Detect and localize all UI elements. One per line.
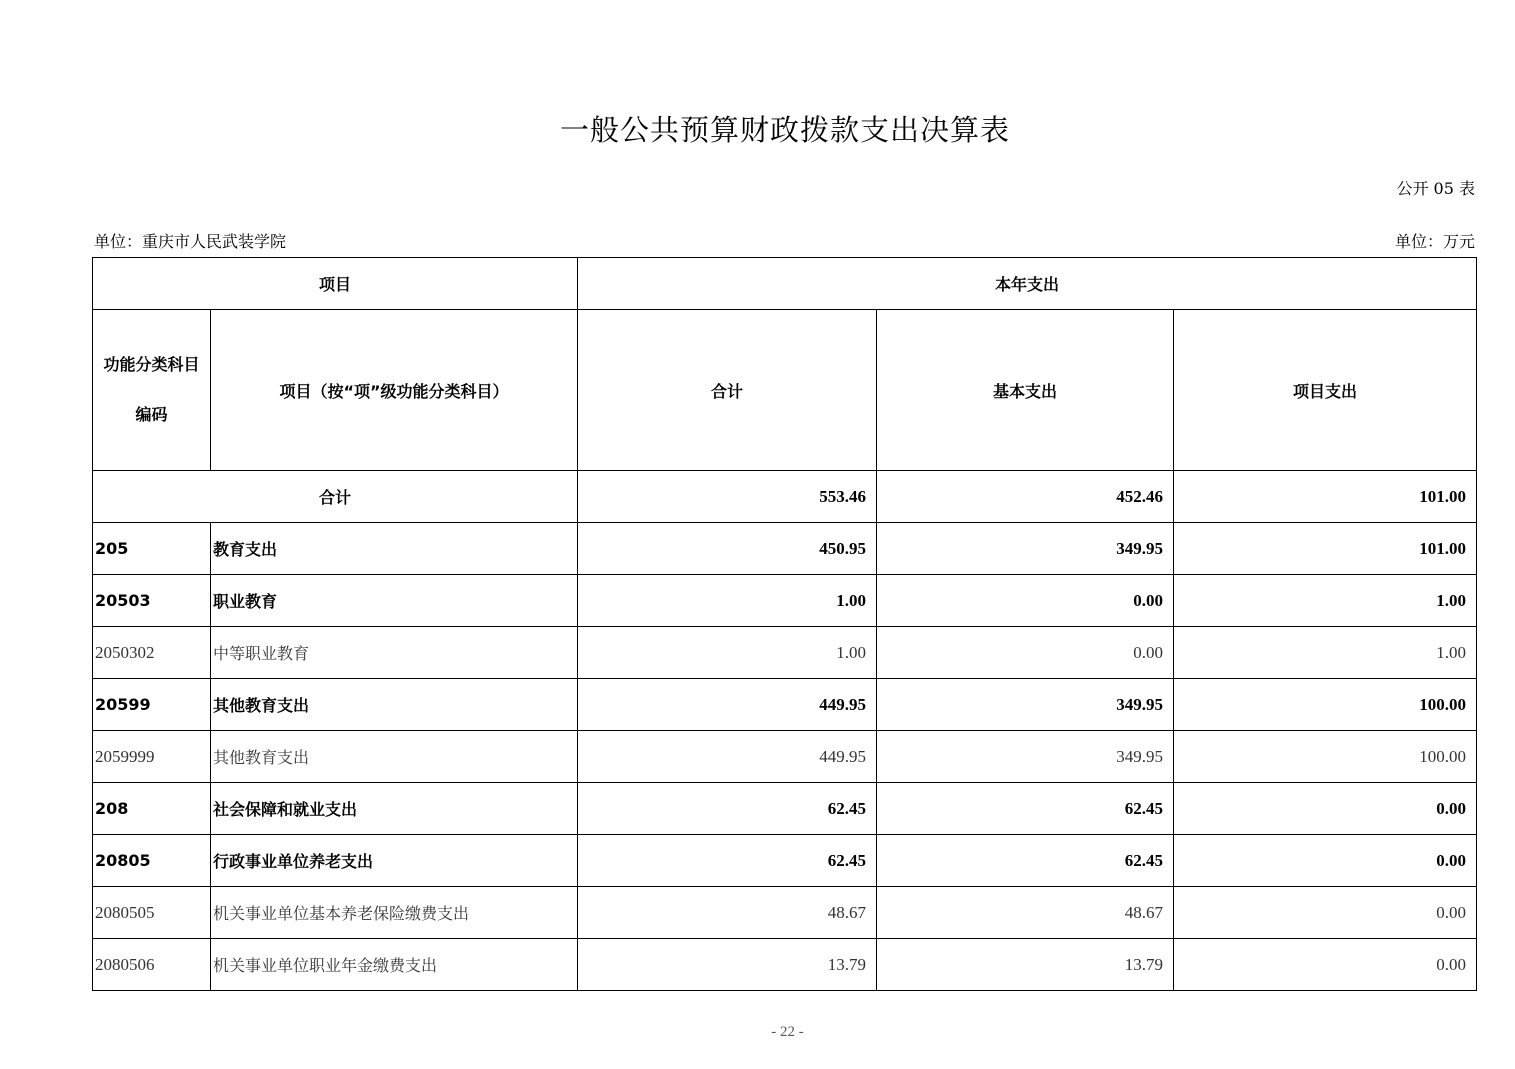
row-project: 0.00 bbox=[1174, 783, 1477, 835]
row-total: 449.95 bbox=[578, 679, 877, 731]
header-row-1 bbox=[93, 258, 1477, 310]
total-row bbox=[93, 471, 1477, 523]
row-total: 13.79 bbox=[578, 939, 877, 991]
table-row bbox=[93, 783, 1477, 835]
row-name: 中等职业教育 bbox=[211, 627, 578, 679]
unit-currency: 单位：万元 bbox=[1394, 232, 1475, 251]
row-total: 62.45 bbox=[578, 835, 877, 887]
form-number: 公开 05 表 bbox=[1396, 179, 1475, 198]
row-name: 机关事业单位基本养老保险缴费支出 bbox=[211, 887, 578, 939]
row-basic: 349.95 bbox=[877, 679, 1174, 731]
row-basic: 13.79 bbox=[877, 939, 1174, 991]
row-code: 2059999 bbox=[93, 731, 211, 783]
header-item-name: 项目（按“项”级功能分类科目） bbox=[211, 310, 578, 471]
row-project: 100.00 bbox=[1174, 679, 1477, 731]
row-name: 其他教育支出 bbox=[211, 679, 578, 731]
row-total: 1.00 bbox=[578, 575, 877, 627]
row-basic: 48.67 bbox=[877, 887, 1174, 939]
total-label: 合计 bbox=[93, 471, 578, 523]
page-number: - 22 - bbox=[771, 1024, 804, 1040]
unit-organization: 单位：重庆市人民武装学院 bbox=[94, 232, 287, 251]
header-code bbox=[93, 310, 211, 471]
row-name: 教育支出 bbox=[211, 523, 578, 575]
header-code-line1: 功能分类科目 bbox=[103, 355, 200, 374]
table-row bbox=[93, 731, 1477, 783]
header-project-expenditure: 项目支出 bbox=[1174, 310, 1477, 471]
row-code: 20599 bbox=[93, 679, 211, 731]
row-project: 0.00 bbox=[1174, 887, 1477, 939]
header-project: 项目 bbox=[93, 258, 578, 310]
row-code: 2080505 bbox=[93, 887, 211, 939]
header-current-year: 本年支出 bbox=[578, 258, 1477, 310]
row-basic: 349.95 bbox=[877, 523, 1174, 575]
row-total: 1.00 bbox=[578, 627, 877, 679]
row-total: 449.95 bbox=[578, 731, 877, 783]
row-name: 机关事业单位职业年金缴费支出 bbox=[211, 939, 578, 991]
page-title: 一般公共预算财政拨款支出决算表 bbox=[559, 113, 1010, 147]
row-name: 行政事业单位养老支出 bbox=[211, 835, 578, 887]
row-total: 62.45 bbox=[578, 783, 877, 835]
row-project: 0.00 bbox=[1174, 939, 1477, 991]
row-name: 社会保障和就业支出 bbox=[211, 783, 578, 835]
row-project: 100.00 bbox=[1174, 731, 1477, 783]
total-total: 553.46 bbox=[578, 471, 877, 523]
row-project: 1.00 bbox=[1174, 575, 1477, 627]
header-basic: 基本支出 bbox=[877, 310, 1174, 471]
row-code: 2050302 bbox=[93, 627, 211, 679]
total-basic: 452.46 bbox=[877, 471, 1174, 523]
header-row-2 bbox=[93, 310, 1477, 471]
row-total: 450.95 bbox=[578, 523, 877, 575]
row-total: 48.67 bbox=[578, 887, 877, 939]
row-basic: 0.00 bbox=[877, 575, 1174, 627]
row-code: 20805 bbox=[93, 835, 211, 887]
row-name: 职业教育 bbox=[211, 575, 578, 627]
table-row bbox=[93, 887, 1477, 939]
header-code-line2: 编码 bbox=[135, 405, 168, 424]
row-name: 其他教育支出 bbox=[211, 731, 578, 783]
table-row bbox=[93, 835, 1477, 887]
row-basic: 349.95 bbox=[877, 731, 1174, 783]
table-row bbox=[93, 523, 1477, 575]
row-project: 101.00 bbox=[1174, 523, 1477, 575]
row-project: 1.00 bbox=[1174, 627, 1477, 679]
row-basic: 62.45 bbox=[877, 835, 1174, 887]
row-basic: 0.00 bbox=[877, 627, 1174, 679]
row-code: 20503 bbox=[93, 575, 211, 627]
budget-table bbox=[92, 257, 1477, 991]
total-project: 101.00 bbox=[1174, 471, 1477, 523]
row-basic: 62.45 bbox=[877, 783, 1174, 835]
row-code: 205 bbox=[93, 523, 211, 575]
table-row bbox=[93, 627, 1477, 679]
row-project: 0.00 bbox=[1174, 835, 1477, 887]
table-row bbox=[93, 679, 1477, 731]
table-row bbox=[93, 939, 1477, 991]
table-row bbox=[93, 575, 1477, 627]
row-code: 208 bbox=[93, 783, 211, 835]
row-code: 2080506 bbox=[93, 939, 211, 991]
header-total: 合计 bbox=[578, 310, 877, 471]
